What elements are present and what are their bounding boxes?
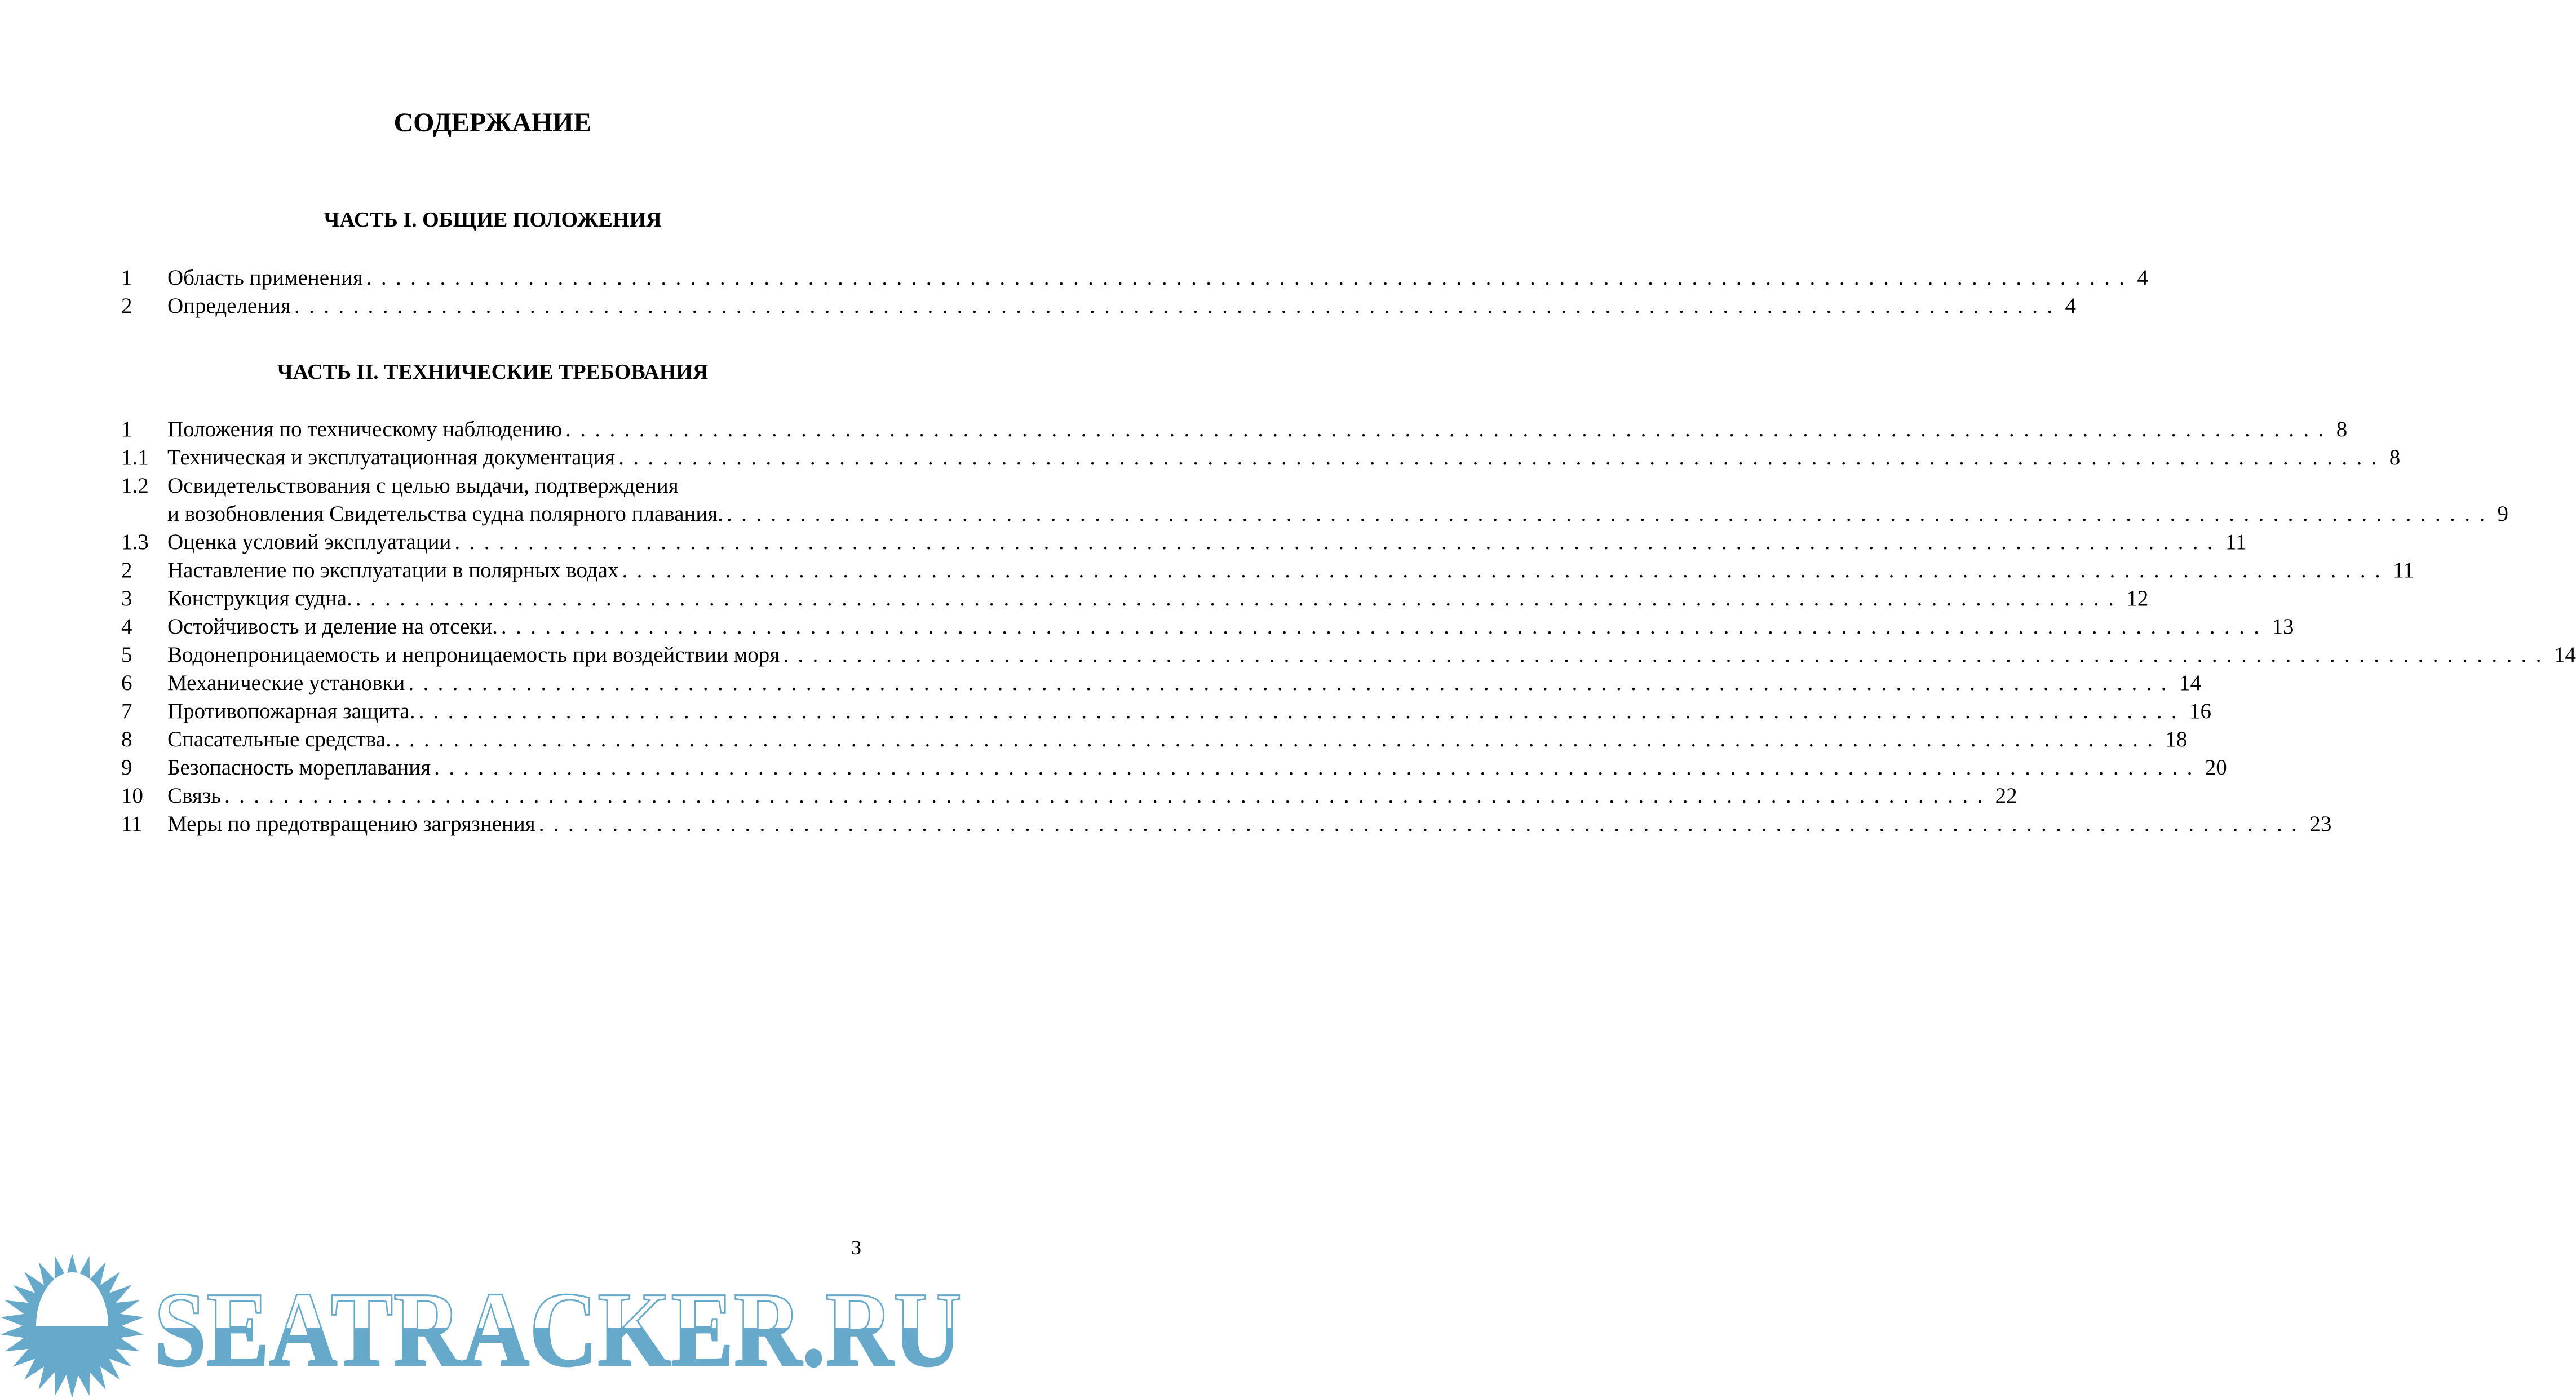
dot-leader: ........................................................................................................................ (565, 417, 2333, 441)
dot-leader: ........................................................................................................................ (394, 727, 2162, 751)
toc-entry[interactable] (121, 293, 2077, 321)
toc-entry-number: 5 (121, 643, 132, 667)
dot-leader: ........................................................................................................................ (622, 558, 2390, 582)
toc-entry-number: 2 (121, 294, 132, 318)
toc-entry-number: 2 (121, 558, 132, 582)
dot-leader: ........................................................................................................................ (434, 755, 2202, 780)
dot-leader: ........................................................................................................................ (618, 445, 2386, 470)
toc-entry-page: 9 (2497, 502, 2509, 526)
toc-entry-page: 23 (2309, 812, 2332, 836)
toc-entry-page: 4 (2137, 266, 2148, 290)
toc-entry-title: Техническая и эксплуатационная документация (167, 445, 616, 470)
toc-entry-page: 12 (2126, 586, 2149, 610)
toc-entry-page: 14 (2179, 671, 2201, 695)
dot-leader: ........................................................................................................................ (726, 502, 2494, 526)
toc-entry[interactable] (121, 586, 2149, 614)
toc-entry-title: Область применения (167, 266, 363, 290)
toc-entry[interactable] (121, 755, 2227, 783)
dot-leader: ........................................................................................................................ (501, 614, 2269, 639)
toc-entry-page: 22 (1995, 784, 2017, 808)
toc-entry[interactable] (121, 529, 2247, 558)
sun-logo-icon (1, 1254, 144, 1398)
toc-entry-number: 3 (121, 586, 132, 610)
toc-entry[interactable] (121, 811, 2332, 839)
dot-leader: ........................................................................................................................ (224, 784, 1992, 808)
toc-entry-title: Связь (167, 784, 222, 808)
toc-entry[interactable] (121, 501, 2509, 529)
toc-entry-title: Спасательные средства. (167, 727, 391, 751)
dot-leader: ........................................................................................................................ (454, 530, 2223, 554)
page-number: 3 (851, 1236, 861, 1259)
toc-entry-number: 11 (121, 812, 143, 836)
dot-leader: ........................................................................................................................ (783, 643, 2551, 667)
toc-entry[interactable] (121, 614, 2294, 642)
toc-entry-page: 14 (2553, 643, 2576, 667)
toc-entry-number: 9 (121, 755, 132, 780)
toc-entry-title: Освидетельствования с целью выдачи, подтверждения (167, 474, 679, 498)
dot-leader: ........................................................................................................................ (355, 586, 2123, 610)
toc-entry-number: 1 (121, 266, 132, 290)
toc-entry-page: 13 (2272, 614, 2294, 639)
toc-entry-title: Конструкция судна. (167, 586, 352, 610)
seatracker-watermark (0, 1249, 985, 1398)
toc-entry-number: 1.1 (121, 445, 149, 470)
toc-entry-number: 1.2 (121, 474, 149, 498)
page-title: СОДЕРЖАНИЕ (393, 108, 592, 138)
toc-entry-title: Меры по предотвращению загрязнения (167, 812, 535, 836)
dot-leader: ........................................................................................................................ (538, 812, 2307, 836)
dot-leader: ........................................................................................................................ (294, 294, 2062, 318)
toc-entry-number: 7 (121, 699, 132, 723)
toc-entry-number: 8 (121, 727, 132, 751)
toc-entry-number: 6 (121, 671, 132, 695)
toc-entry-page: 8 (2389, 445, 2401, 470)
watermark-text: SEATRACKER.RU (154, 1271, 962, 1389)
toc-entry[interactable] (121, 670, 2201, 698)
toc-entry[interactable] (121, 265, 2148, 293)
dot-leader: ........................................................................................................................ (408, 671, 2176, 695)
toc-entry[interactable] (121, 783, 2017, 811)
toc-entry-number: 4 (121, 614, 132, 639)
toc-entry-page: 18 (2165, 727, 2188, 751)
toc-entry-number: 10 (121, 784, 143, 808)
toc-entry-page: 20 (2205, 755, 2227, 780)
toc-entry-title: и возобновления Свидетельства судна полярного плавания. (167, 502, 723, 526)
toc-entry-title: Противопожарная защита. (167, 699, 415, 723)
toc-entry[interactable] (121, 698, 2212, 727)
toc-entry[interactable] (121, 417, 2348, 445)
dot-leader: ........................................................................................................................ (366, 266, 2134, 290)
toc-entry[interactable] (121, 642, 2576, 670)
dot-leader: ........................................................................................................................ (418, 699, 2186, 723)
part1-heading: ЧАСТЬ I. ОБЩИЕ ПОЛОЖЕНИЯ (324, 208, 662, 232)
toc-entry-title: Наставление по эксплуатации в полярных водах (167, 558, 619, 582)
toc-entry[interactable] (121, 558, 2414, 586)
toc-entry[interactable] (121, 473, 869, 501)
toc-entry-title: Безопасность мореплавания (167, 755, 431, 780)
toc-entry-title: Оценка условий эксплуатации (167, 530, 452, 554)
toc-entry-title: Остойчивость и деление на отсеки. (167, 614, 498, 639)
toc-entry[interactable] (121, 445, 2401, 473)
toc-entry-title: Положения по техническому наблюдению (167, 417, 563, 441)
toc-entry[interactable] (121, 727, 2188, 755)
toc-entry-page: 8 (2336, 417, 2348, 441)
toc-entry-page: 11 (2393, 558, 2414, 582)
toc-entry-page: 11 (2225, 530, 2247, 554)
toc-entry-number: 1.3 (121, 530, 149, 554)
toc-entry-title: Водонепроницаемость и непроницаемость при воздействии моря (167, 643, 780, 667)
toc-entry-number: 1 (121, 417, 132, 441)
toc-entry-title: Механические установки (167, 671, 405, 695)
toc-entry-page: 16 (2189, 699, 2212, 723)
toc-entry-title: Определения (167, 294, 291, 318)
toc-entry-page: 4 (2065, 294, 2077, 318)
part2-heading: ЧАСТЬ II. ТЕХНИЧЕСКИЕ ТРЕБОВАНИЯ (277, 360, 709, 384)
